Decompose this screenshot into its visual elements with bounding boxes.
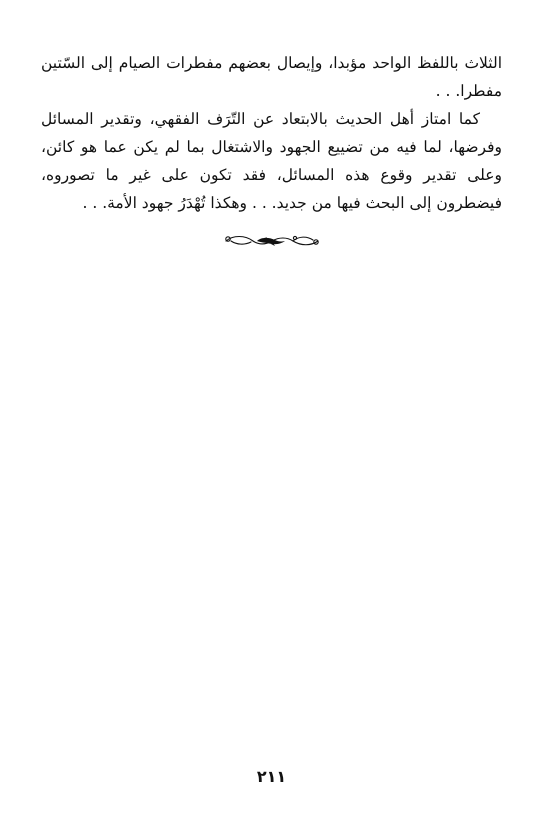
page-number: ٢١١: [256, 767, 287, 786]
decorative-flourish-icon: [223, 233, 321, 249]
paragraph-2: كما امتاز أهل الحديث بالابتعاد عن التّرَف الفقهي، وتقدير المسائل وفرضها، لما فيه من تضييع الجهود والاشتغال بما لم يكن عما هو كائن، وعلى تقدير وقوع هذه المسائل، فقد تكون على غير ما تصوروه، فيضطرون إلى البحث فيها من جديد. . . وهكذا تُهْدَرُ جهود الأمة. . .: [41, 110, 502, 212]
paragraph-1: الثلاث باللفظ الواحد مؤبدا، وإيصال بعضهم مفطرات الصيام إلى السّتين مفطرا. . .: [41, 54, 502, 100]
body-text: [41, 49, 502, 217]
